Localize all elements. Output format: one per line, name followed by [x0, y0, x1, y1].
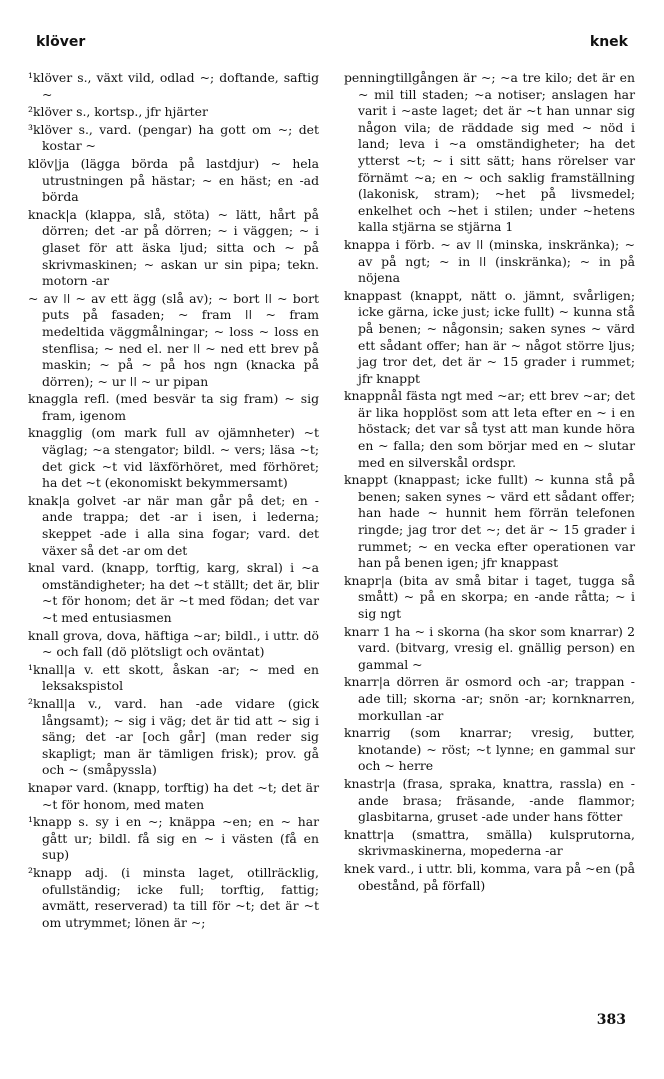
dictionary-entry: penningtillgången är ~; ~a tre kilo; det är en ~ mil till staden; ~a notiser; anslagen har varit i ~aste laget; det är ~t han unnar sig någon vila; de räddade sig med ~ nöd i land; leva i ~a omständigheter; ha det ytterst ~t; ~ i sitt sätt; hans rörelser var förnämt ~a; en ~ och saklig framställning (lakonisk, stram); ~het på livsmedel; enkelhet och ~het i stilen; under ~hetens kalla stjärna se stjärna 1 — [344, 70, 635, 235]
dictionary-entry: knal vard. (knapp, torftig, karg, skral) i ~a omständigheter; ha det ~t ställt; det är, blir ~t för honom; det är ~t med födan; det var ~t med entusiasmen — [28, 560, 319, 625]
dictionary-entry: knarr 1 ha ~ i skorna (ha skor som knarrar) 2 vard. (bitvarg, vresig el. gnällig person) en gammal ~ — [344, 623, 635, 672]
dictionary-entry: knappast (knappt, nätt o. jämnt, svårligen; icke gärna, icke just; icke fullt) ~ kunna stå på benen; ~ någonsin; saken synes ~ värd ett sådant offer; han är ~ något större ljus; jag tror det, det är ~ 15 grader i rummet; jfr knappt — [344, 287, 635, 386]
dictionary-entry: ~ av ǀǀ ~ av ett ägg (slå av); ~ bort ǀǀ ~ bort puts på fasaden; ~ fram ǀǀ ~ fram medeltida väggmålningar; ~ loss ~ loss en stenflisa; ~ ned el. ner ǀǀ ~ ned ett brev på maskin; ~ på ~ på hos ngn (knacka på dörren); ~ ur ǀǀ ~ ur pipan — [28, 290, 319, 389]
dictionary-entry: ²knall|a v., vard. han -ade vidare (gick långsamt); ~ sig i väg; det är tid att ~ sig i säng; det -ar [och går] (man reder sig skapligt; man är tämligen frisk); prov. gå och ~ (småpyssla) — [28, 695, 319, 778]
dictionary-entry: knarrig (som knarrar; vresig, butter, knotande) ~ röst; ~t lynne; en gammal sur och ~ herre — [344, 725, 635, 774]
dictionary-entry: knall grova, dova, häftiga ~ar; bildl., i uttr. dö ~ och fall (dö plötsligt och oväntat) — [28, 627, 319, 660]
dictionary-entry: knarr|a dörren är osmord och -ar; trappan -ade till; skorna -ar; snön -ar; kornknarren, morkullan -ar — [344, 674, 635, 723]
dictionary-entry: ¹klöver s., växt vild, odlad ~; doftande, saftig ~ — [28, 70, 319, 102]
header-last-word: knek — [589, 34, 628, 50]
dictionary-entry: knak|a golvet -ar när man går på det; en -ande trappa; det -ar i isen, i lederna; skeppet -ade i alla sina fogar; vard. det växer så det -ar om det — [28, 492, 319, 558]
dictionary-entry: knattr|a (smattra, smälla) kulsprutorna, skrivmaskinerna, mopederna -ar — [344, 826, 635, 859]
dictionary-entry: knagglig (om mark full av ojämnheter) ~t väglag; ~a stengator; bildl. ~ vers; läsa ~t; det gick ~t vid läxförhöret, med förhöret; ha det ~t (ekonomiskt bekymmersamt) — [28, 425, 319, 491]
dictionary-entry: ¹knapp s. sy i en ~; knäppa ~en; en ~ har gått ur; bildl. få sig en ~ i västen (få en sup) — [28, 814, 319, 863]
dictionary-entry: ²klöver s., kortsp., jfr hjärter — [28, 104, 208, 120]
dictionary-entry: knaggla refl. (med besvär ta sig fram) ~ sig fram, igenom — [28, 391, 319, 423]
right-column — [344, 70, 635, 895]
dictionary-entry: knek vard., i uttr. bli, komma, vara på ~en (på obestånd, på förfall) — [344, 860, 635, 893]
running-header — [36, 34, 628, 58]
dictionary-entry: ³klöver s., vard. (pengar) ha gott om ~; det kostar ~ — [28, 121, 319, 154]
dictionary-entry: knapr|a (bita av små bitar i taget, tugga så smått) ~ på en skorpa; en -ande råtta; ~ i sig ngt — [344, 572, 635, 621]
left-column — [28, 70, 319, 932]
dictionary-entry: knapər vard. (knapp, torftig) ha det ~t; det är ~t för honom, med maten — [28, 779, 319, 812]
dictionary-entry: ²knapp adj. (i minsta laget, otillräcklig, ofullständig; icke full; torftig, fattig; avmätt, reserverad) ta till för ~t; det är ~t om utrymmet; lönen är ~; — [28, 864, 319, 930]
header-first-word: klöver — [36, 34, 86, 50]
dictionary-entry: klöv|ja (lägga börda på lastdjur) ~ hela utrustningen på hästar; ~ en häst; en -ad börda — [28, 155, 319, 205]
dictionary-entry: knastr|a (frasa, spraka, knattra, rassla) en -ande brasa; fräsande, -ande flammor; glasbitarna, gruset -ade under hans fötter — [344, 775, 635, 825]
dictionary-entry: knappt (knappast; icke fullt) ~ kunna stå på benen; saken synes ~ värd ett sådant offer; han hade ~ hunnit hem förrän telefonen ringde; jag tror det ~; det är ~ 15 grader i rummet; ~ en vecka efter operationen var han på benen igen; jfr knappast — [344, 472, 635, 571]
dictionary-entry: knack|a (klappa, slå, stöta) ~ lätt, hårt på dörren; det -ar på dörren; ~ i väggen; ~ i glaset för att äska ljud; sitta och ~ på skrivmaskinen; ~ askan ur sin pipa; tekn. motorn -ar — [28, 206, 319, 289]
dictionary-entry: knappa i förb. ~ av ǀǀ (minska, inskränka); ~ av på ngt; ~ in ǀǀ (inskränka); ~ in på nöjena — [344, 236, 635, 286]
dictionary-entry: knappnål fästa ngt med ~ar; ett brev ~ar; det är lika hopplöst som att leta efter en ~ i en höstack; det var så tyst att man kunde höra en ~ falla; den som börjar med en ~ slutar med en silverskål ordspr. — [344, 388, 635, 470]
dictionary-entry: ¹knall|a v. ett skott, åskan -ar; ~ med en leksakspistol — [28, 661, 319, 694]
page-number: 383 — [596, 1012, 626, 1028]
